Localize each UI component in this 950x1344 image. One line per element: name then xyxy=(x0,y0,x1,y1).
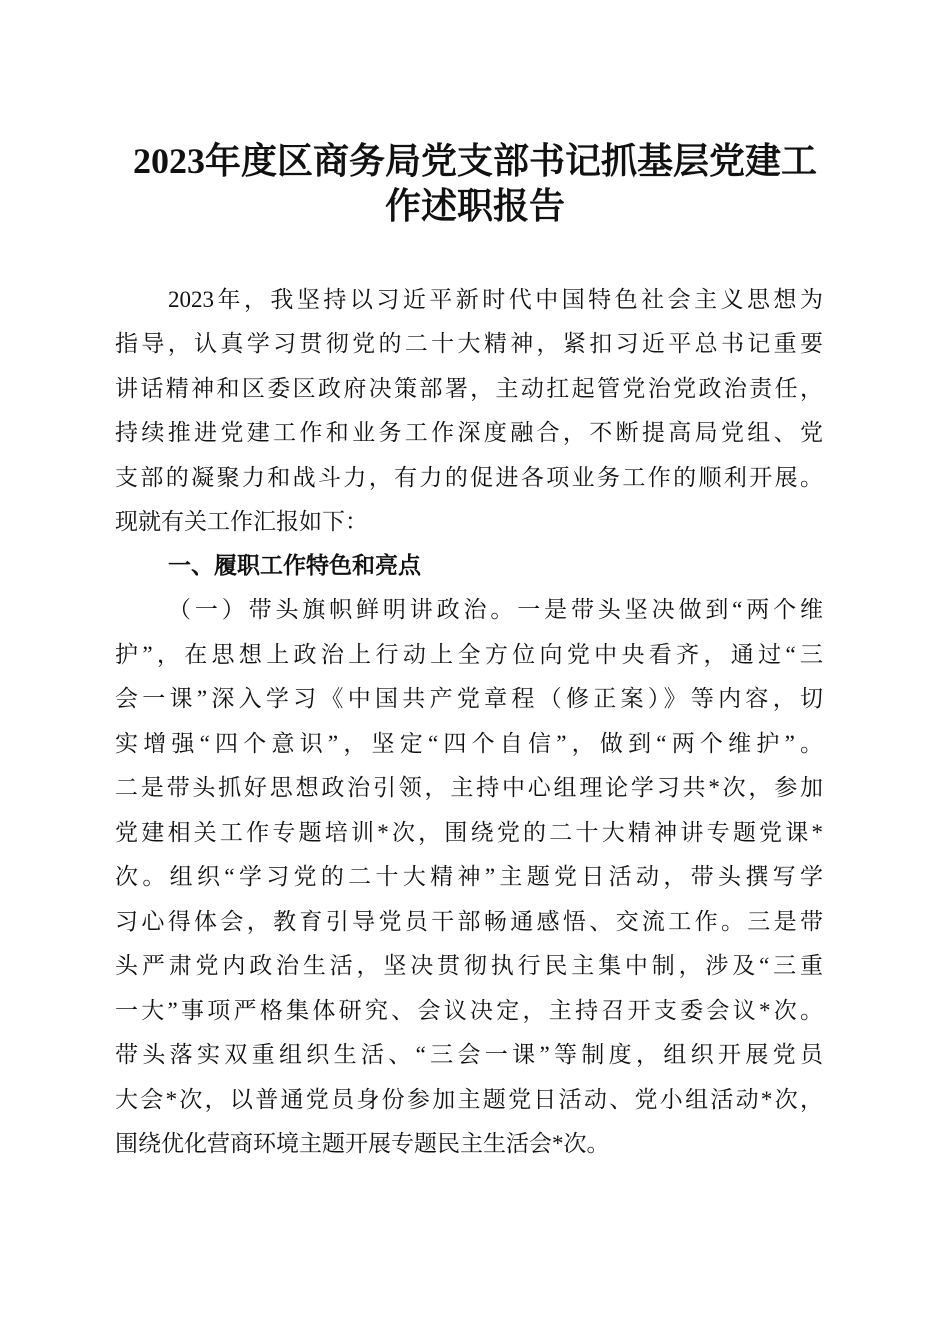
intro-line: 讲话精神和区委区政府决策部署，主动扛起管党治党政治责任， xyxy=(115,376,823,401)
intro-line: 持续推进党建工作和业务工作深度融合，不断提高局党组、党 xyxy=(115,420,823,445)
intro-line: 支部的凝聚力和战斗力，有力的促进各项业务工作的顺利开展。 xyxy=(115,465,823,490)
body-line: （一）带头旗帜鲜明讲政治。一是带头坚决做到“两个维 xyxy=(168,597,823,622)
body-line: 次。组织“学习党的二十大精神”主题党日活动，带头撰写学 xyxy=(115,864,823,889)
body-line: 二是带头抓好思想政治引领，主持中心组理论学习共*次，参加 xyxy=(115,775,823,800)
body-line: 习心得体会，教育引导党员干部畅通感悟、交流工作。三是带 xyxy=(115,909,823,934)
document-title-line-2: 作述职报告 xyxy=(384,186,565,226)
section-heading: 一、履职工作特色和亮点 xyxy=(168,552,421,578)
body-line: 围绕优化营商环境主题开展专题民主生活会*次。 xyxy=(115,1131,610,1156)
document-title-line-1: 2023年度区商务局党支部书记抓基层党建工 xyxy=(132,141,817,181)
intro-line: 现就有关工作汇报如下： xyxy=(115,509,368,534)
body-line: 会一课”深入学习《中国共产党章程（修正案）》等内容，切 xyxy=(115,686,823,711)
body-line: 一大”事项严格集体研究、会议决定，主持召开支委会议*次。 xyxy=(115,998,823,1023)
body-line: 实增强“四个意识”，坚定“四个自信”，做到“两个维护”。 xyxy=(115,731,823,756)
intro-line: 指导，认真学习贯彻党的二十大精神，紧扣习近平总书记重要 xyxy=(115,331,823,356)
body-line: 大会*次，以普通党员身份参加主题党日活动、党小组活动*次， xyxy=(115,1087,823,1112)
intro-line: 2023年，我坚持以习近平新时代中国特色社会主义思想为 xyxy=(168,287,823,312)
body-line: 头严肃党内政治生活，坚决贯彻执行民主集中制，涉及“三重 xyxy=(115,953,823,978)
body-line: 带头落实双重组织生活、“三会一课”等制度，组织开展党员 xyxy=(115,1042,823,1067)
body-line: 党建相关工作专题培训*次，围绕党的二十大精神讲专题党课* xyxy=(115,820,823,845)
body-line: 护”，在思想上政治上行动上全方位向党中央看齐，通过“三 xyxy=(115,642,823,667)
